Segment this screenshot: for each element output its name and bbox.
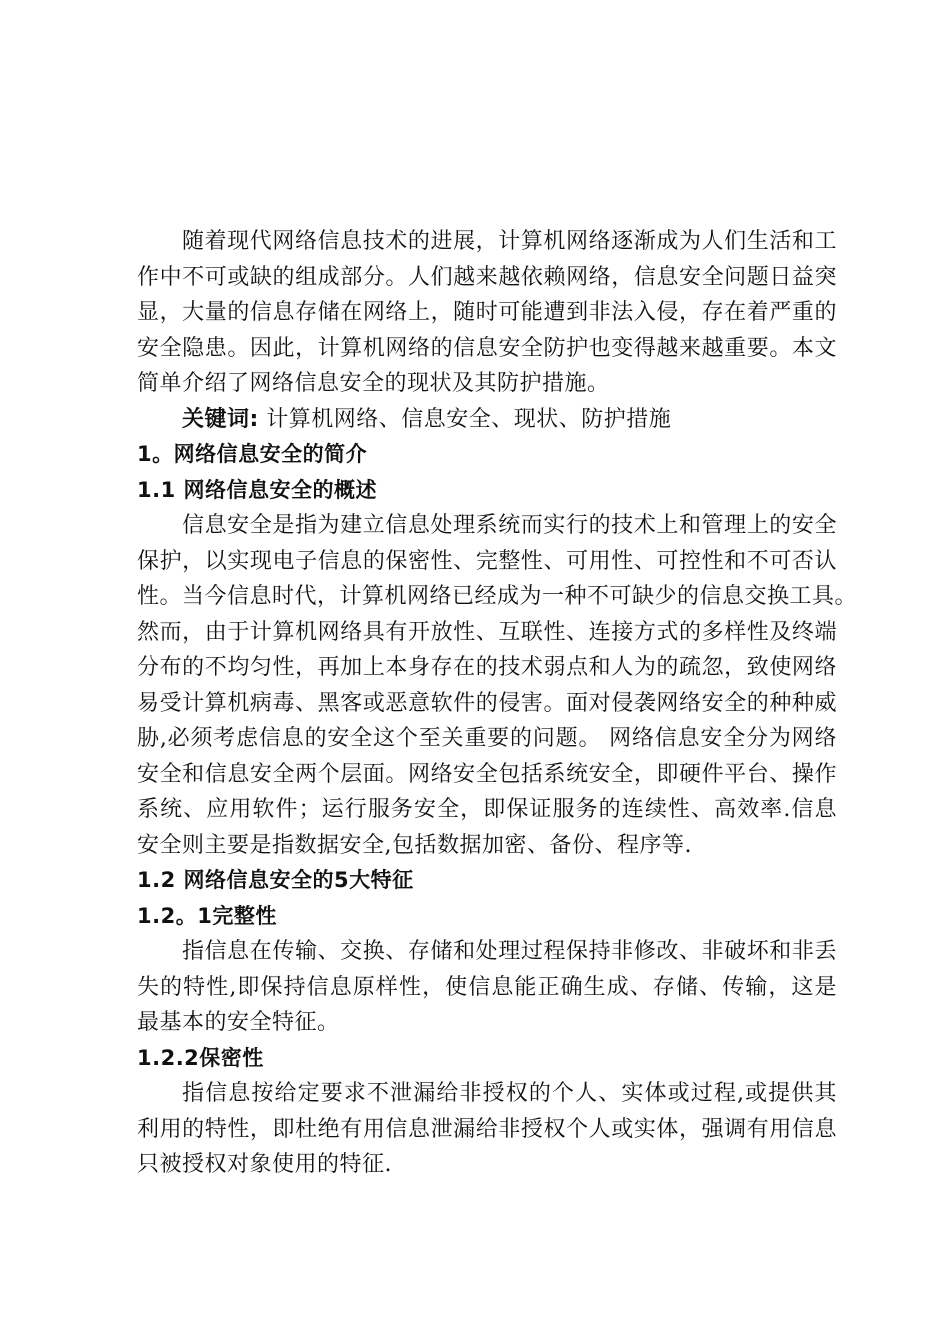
abstract-line: 显，大量的信息存储在网络上，随时可能遭到非法入侵，存在着严重的 bbox=[137, 300, 837, 325]
section-1-2-1-paragraph bbox=[137, 934, 837, 1041]
paragraph-line: 保护，以实现电子信息的保密性、完整性、可用性、可控性和不可否认 bbox=[137, 548, 837, 574]
section-1-1-heading: 1.1 网络信息安全的概述 bbox=[137, 477, 378, 502]
paragraph-line: 易受计算机病毒、黑客或恶意软件的侵害。面对侵袭网络安全的种种威 bbox=[137, 690, 837, 716]
section-1-2-2-heading: 1.2.2保密性 bbox=[137, 1045, 264, 1070]
section-1-2-heading: 1.2 网络信息安全的5大特征 bbox=[137, 868, 414, 892]
section-1-2-1-heading: 1.2。1完整性 bbox=[137, 903, 277, 928]
section-1-1-paragraph bbox=[137, 508, 858, 863]
abstract-line: 安全隐患。因此，计算机网络的信息安全防护也变得越来越重要。本文 bbox=[137, 335, 837, 361]
abstract-line: 作中不可或缺的组成部分。人们越来越依赖网络，信息安全问题日益突 bbox=[137, 264, 837, 290]
paragraph-line: 胁,必须考虑信息的安全这个至关重要的问题。 网络信息安全分为网络 bbox=[137, 726, 837, 751]
keywords-text: 计算机网络、信息安全、现状、防护措施 bbox=[258, 406, 672, 432]
paragraph-line: 分布的不均匀性，再加上本身存在的技术弱点和人为的疏忽，致使网络 bbox=[137, 655, 837, 680]
paragraph-line: 利用的特性，即杜绝有用信息泄漏给非授权个人或实体，强调有用信息 bbox=[137, 1116, 837, 1142]
paragraph-line: 安全则主要是指数据安全,包括数据加密、备份、程序等. bbox=[137, 832, 692, 858]
paragraph-line: 性。当今信息时代，计算机网络已经成为一种不可缺少的信息交换工具。 bbox=[137, 584, 858, 609]
paragraph-line: 指信息在传输、交换、存储和处理过程保持非修改、非破坏和非丢 bbox=[182, 939, 837, 964]
paragraph-line: 安全和信息安全两个层面。网络安全包括系统安全，即硬件平台、操作 bbox=[137, 761, 837, 787]
paragraph-line: 然而，由于计算机网络具有开放性、互联性、连接方式的多样性及终端 bbox=[137, 619, 837, 645]
paragraph-line: 指信息按给定要求不泄漏给非授权的个人、实体或过程,或提供其 bbox=[182, 1081, 837, 1106]
document-body bbox=[137, 224, 858, 1183]
section-1-2-2-paragraph bbox=[137, 1076, 837, 1183]
paragraph-line: 信息安全是指为建立信息处理系统而实行的技术上和管理上的安全 bbox=[182, 513, 837, 538]
keywords-line bbox=[137, 402, 837, 438]
section-1-heading: 1。网络信息安全的简介 bbox=[137, 442, 368, 466]
paragraph-line: 失的特性,即保持信息原样性，使信息能正确生成、存储、传输，这是 bbox=[137, 974, 837, 1000]
abstract-line: 随着现代网络信息技术的进展，计算机网络逐渐成为人们生活和工 bbox=[182, 229, 837, 254]
keywords-label: 关键词: bbox=[182, 406, 259, 432]
paragraph-line: 最基本的安全特征。 bbox=[137, 1010, 340, 1035]
abstract-paragraph bbox=[137, 224, 837, 402]
paragraph-line: 系统、应用软件；运行服务安全，即保证服务的连续性、高效率.信息 bbox=[137, 797, 837, 822]
paragraph-line: 只被授权对象使用的特征. bbox=[137, 1152, 392, 1177]
abstract-line: 简单介绍了网络信息安全的现状及其防护措施。 bbox=[137, 371, 610, 396]
